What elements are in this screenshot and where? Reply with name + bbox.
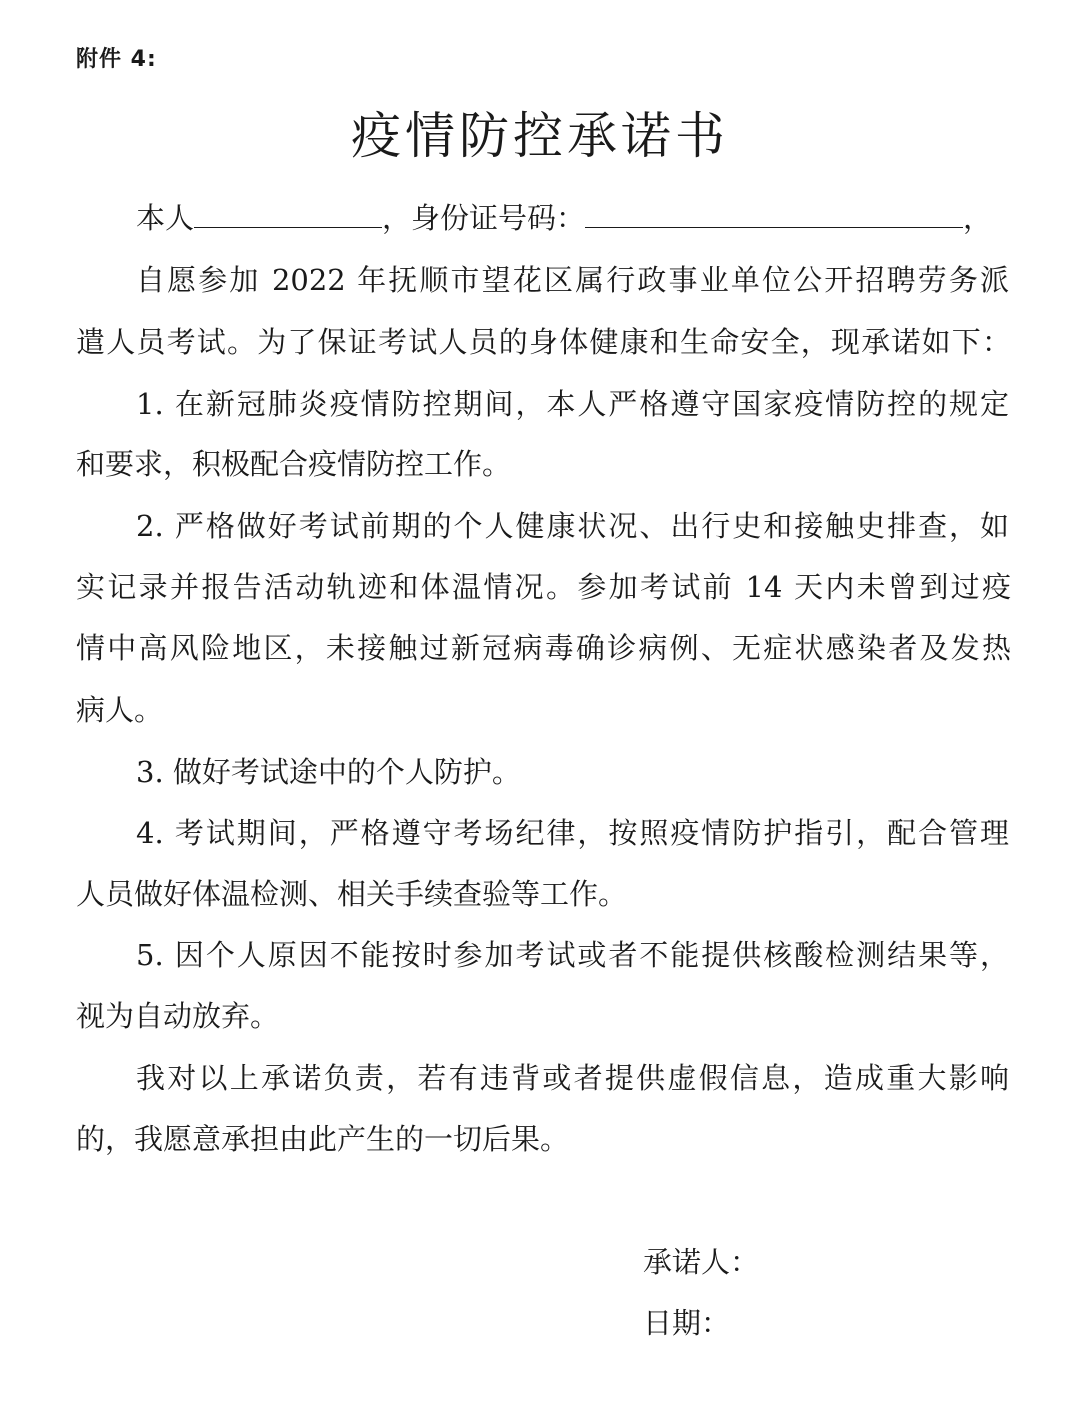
item-5-line-1: 5. 因个人原因不能按时参加考试或者不能提供核酸检测结果等， [136,938,1009,972]
document-title: 疫情防控承诺书 [351,107,729,165]
intro-line-2: 自愿参加 2022 年抚顺市望花区属行政事业单位公开招聘劳务派 [136,263,1009,297]
attachment-label: 附件 4: [76,47,157,72]
item-4-line-1: 4. 考试期间，严格遵守考场纪律，按照疫情防护指引，配合管理 [136,816,1009,850]
promiser-label: 承诺人： [643,1245,760,1279]
intro-line-1 [136,198,1009,238]
item-1-line-1: 1. 在新冠肺炎疫情防控期间，本人严格遵守国家疫情防控的规定 [136,387,1009,421]
id-label: ，身份证号码： [382,201,586,235]
date-label: 日期： [643,1306,731,1340]
item-4-line-2: 人员做好体温检测、相关手续查验等工作。 [76,877,628,911]
name-prefix: 本人 [136,201,195,235]
item-2-line-1: 2. 严格做好考试前期的个人健康状况、出行史和接触史排查，如 [136,509,1009,543]
intro-line-3: 遣人员考试。为了保证考试人员的身体健康和生命安全，现承诺如下： [76,325,1011,359]
item-2-line-2: 实记录并报告活动轨迹和体温情况。参加考试前 14 天内未曾到过疫 [76,570,1011,604]
item-1-line-2: 和要求，积极配合疫情防控工作。 [76,447,512,481]
closing-line-1: 我对以上承诺负责，若有违背或者提供虚假信息，造成重大影响 [136,1061,1009,1095]
id-number-blank[interactable] [585,199,963,228]
trailing-comma: ， [963,201,993,235]
item-5-line-2: 视为自动放弃。 [76,999,280,1033]
item-3-line-1: 3. 做好考试途中的个人防护。 [136,755,521,789]
name-blank[interactable] [194,199,382,228]
item-2-line-4: 病人。 [76,693,164,727]
closing-line-2: 的，我愿意承担由此产生的一切后果。 [76,1122,570,1156]
item-2-line-3: 情中高风险地区，未接触过新冠病毒确诊病例、无症状感染者及发热 [76,631,1011,665]
